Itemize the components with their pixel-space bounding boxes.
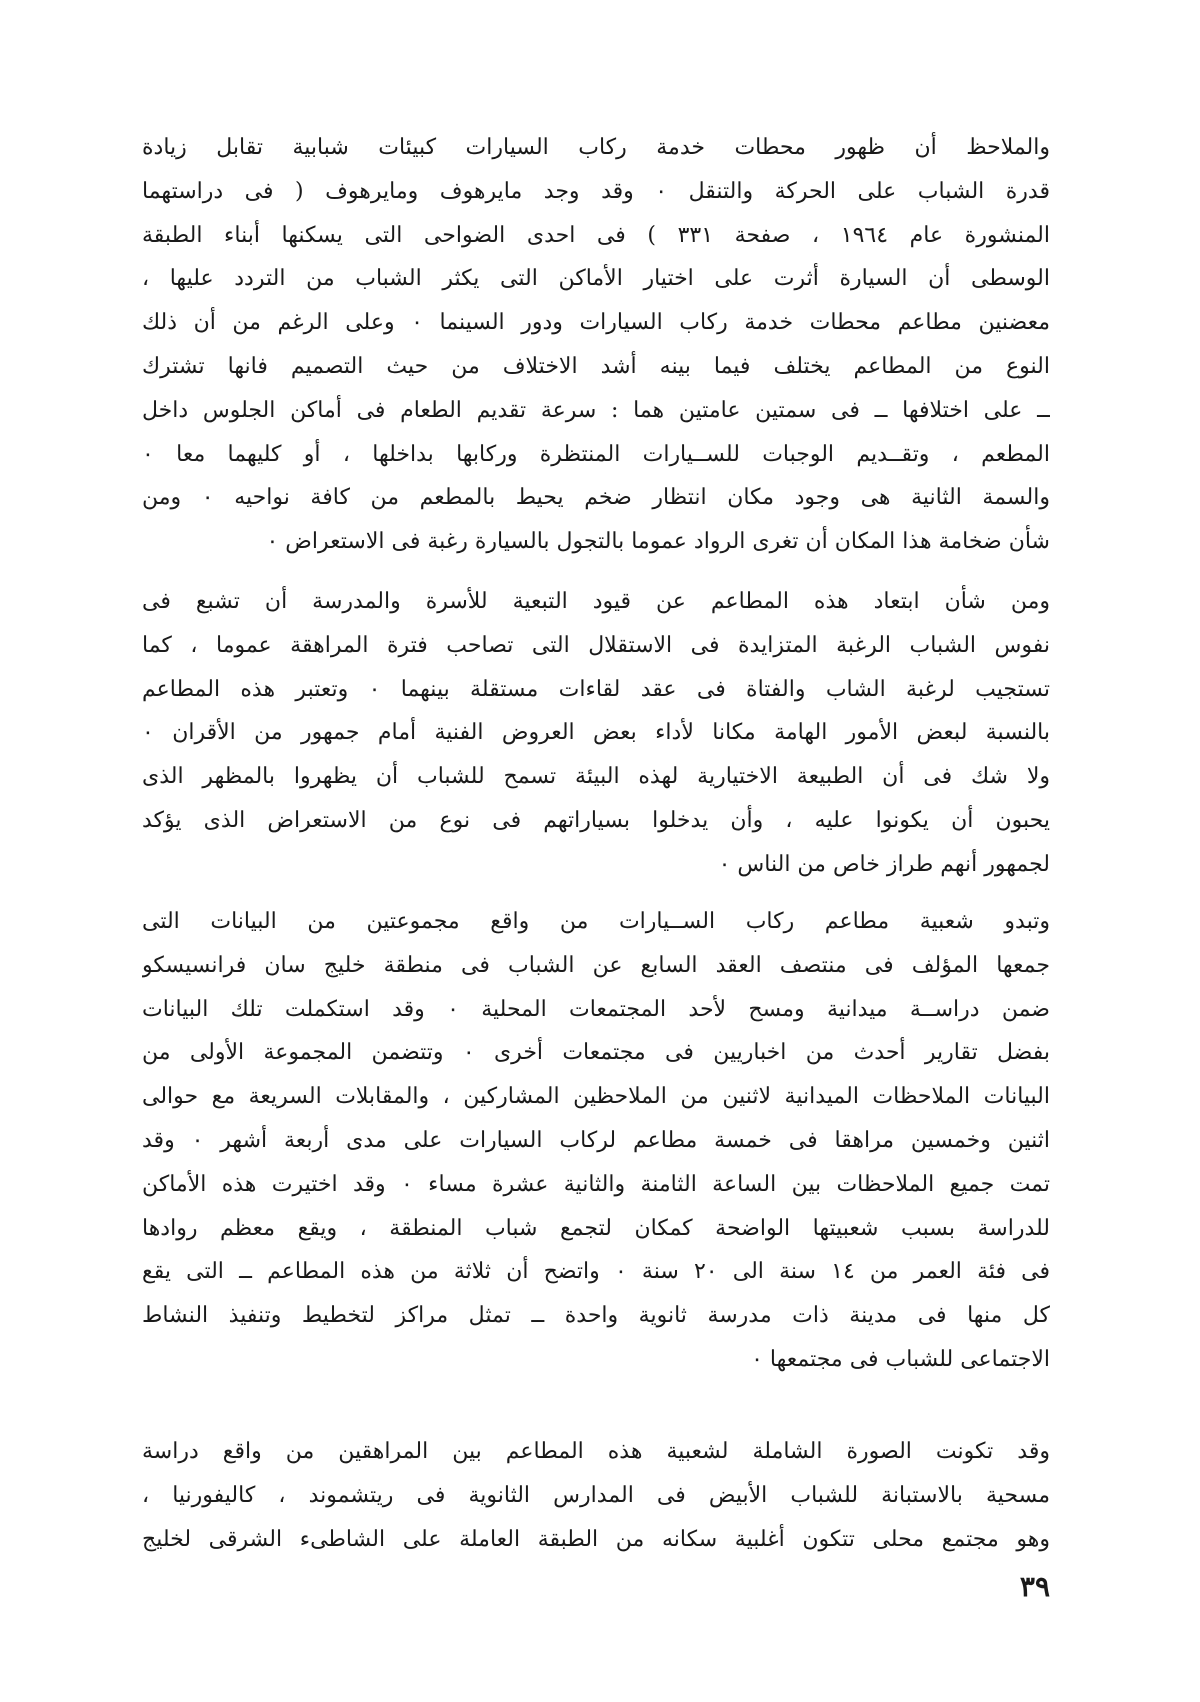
text-line: والملاحظ أن ظهور محطات خدمة ركاب السيارات كبيئات شبابية تقابل زيادة (142, 135, 1050, 160)
paragraph-3 (142, 900, 1050, 1382)
text-line: الوسطى أن السيارة أثرت على اختيار الأماكن التى يكثر الشباب من التردد عليها ، (142, 266, 1050, 292)
text-line: قدرة الشباب على الحركة والتنقل ٠ وقد وجد مايرهوف ومايرهوف ( فى دراستهما (142, 178, 1050, 204)
text-line: اثنين وخمسين مراهقا فى خمسة مطاعم لركاب السيارات على مدى أربعة أشهر ٠ وقد (142, 1127, 1050, 1153)
text-line: تمت جميع الملاحظات بين الساعة الثامنة والثانية عشرة مساء ٠ وقد اختيرت هذه الأماكن (142, 1171, 1050, 1197)
text-line: كل منها فى مدينة ذات مدرسة ثانوية واحدة ــ تمثل مراكز لتخطيط وتنفيذ النشاط (142, 1303, 1050, 1329)
text-line: ــ على اختلافها ــ فى سمتين عامتين هما : سرعة تقديم الطعام فى أماكن الجلوس داخل (142, 397, 1050, 423)
text-line: تستجيب لرغبة الشاب والفتاة فى عقد لقاءات مستقلة بينهما ٠ وتعتبر هذه المطاعم (142, 676, 1050, 702)
paragraph-1 (142, 126, 1050, 564)
text-line: يحبون أن يكونوا عليه ، وأن يدخلوا بسياراتهم فى نوع من الاستعراض الذى يؤكد (142, 807, 1050, 833)
paragraph-4 (142, 1430, 1050, 1561)
text-line: وهو مجتمع محلى تتكون أغلبية سكانه من الطبقة العاملة على الشاطىء الشرقى لخليج (142, 1526, 1050, 1552)
text-line: البيانات الملاحظات الميدانية لاثنين من الملاحظين المشاركين ، والمقابلات السريعة مع حوالى (142, 1084, 1050, 1110)
text-line: للدراسة بسبب شعبيتها الواضحة كمكان لتجمع شباب المنطقة ، ويقع معظم روادها (142, 1215, 1050, 1241)
text-line: الاجتماعى للشباب فى مجتمعها ٠ (751, 1346, 1050, 1372)
text-line: نفوس الشباب الرغبة المتزايدة فى الاستقلال التى تصاحب فترة المراهقة عموما ، كما (142, 632, 1050, 658)
text-line: لجمهور أنهم طراز خاص من الناس ٠ (718, 851, 1050, 877)
text-line: وقد تكونت الصورة الشاملة لشعبية هذه المطاعم بين المراهقين من واقع دراسة (142, 1439, 1050, 1464)
text-line: بالنسبة لبعض الأمور الهامة مكانا لأداء بعض العروض الفنية أمام جمهور من الأقران ٠ (142, 720, 1050, 746)
text-line: جمعها المؤلف فى منتصف العقد السابع عن الشباب فى منطقة خليج سان فرانسيسكو (142, 952, 1050, 978)
text-line: النوع من المطاعم يختلف فيما بينه أشد الاختلاف من حيث التصميم فانها تشترك (142, 353, 1050, 379)
text-line: ضمن دراســة ميدانية ومسح لأحد المجتمعات المحلية ٠ وقد استكملت تلك البيانات (142, 996, 1050, 1022)
page-number: ٣٩ (1019, 1570, 1050, 1603)
text-line: فى فئة العمر من ١٤ سنة الى ٢٠ سنة ٠ واتضح أن ثلاثة من هذه المطاعم ــ التى يقع (142, 1259, 1050, 1285)
paragraph-2 (142, 580, 1050, 887)
text-line: المطعم ، وتقــديم الوجبات للســيارات المنتظرة وركابها بداخلها ، أو كليهما معا ٠ (142, 441, 1050, 467)
text-line: شأن ضخامة هذا المكان أن تغرى الرواد عموما بالتجول بالسيارة رغبة فى الاستعراض ٠ (266, 529, 1050, 555)
text-line: المنشورة عام ١٩٦٤ ، صفحة ٣٣١ ) فى احدى الضواحى التى يسكنها أبناء الطبقة (142, 222, 1050, 248)
text-line: مسحية بالاستبانة للشباب الأبيض فى المدارس الثانوية فى ريتشموند ، كاليفورنيا ، (142, 1482, 1050, 1508)
text-line: معضنين مطاعم محطات خدمة ركاب السيارات ودور السينما ٠ وعلى الرغم من أن ذلك (142, 310, 1050, 336)
text-line: ولا شك فى أن الطبيعة الاختيارية لهذه البيئة تسمح للشباب أن يظهروا بالمظهر الذى (142, 764, 1050, 790)
text-line: والسمة الثانية هى وجود مكان انتظار ضخم يحيط بالمطعم من كافة نواحيه ٠ ومن (142, 485, 1050, 511)
text-line: وتبدو شعبية مطاعم ركاب الســيارات من واقع مجموعتين من البيانات التى (142, 909, 1050, 934)
text-line: ومن شأن ابتعاد هذه المطاعم عن قيود التبعية للأسرة والمدرسة أن تشبع فى (142, 589, 1050, 614)
text-line: بفضل تقارير أحدث من اخباريين فى مجتمعات أخرى ٠ وتتضمن المجموعة الأولى من (142, 1040, 1050, 1066)
